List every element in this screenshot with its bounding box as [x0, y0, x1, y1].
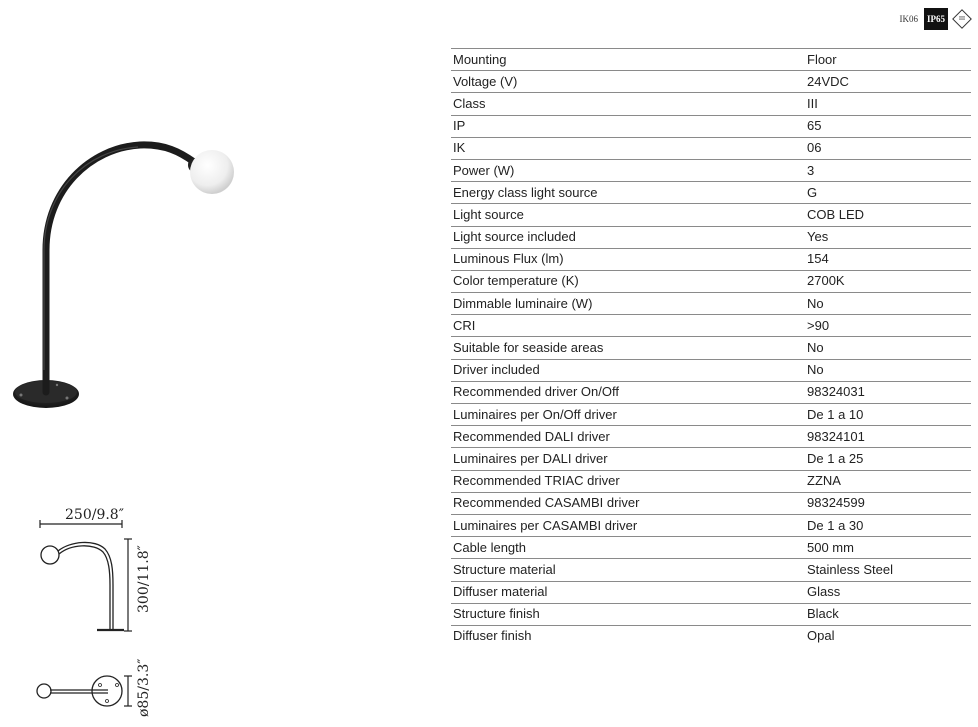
spec-value: 65 [805, 115, 971, 137]
spec-value: 2700K [805, 270, 971, 292]
spec-value: De 1 a 10 [805, 404, 971, 426]
spec-value: Stainless Steel [805, 559, 971, 581]
specifications-table [451, 48, 971, 647]
spec-row [451, 248, 971, 270]
spec-label: Luminaires per CASAMBI driver [451, 514, 805, 536]
spec-row [451, 448, 971, 470]
spec-label: Luminaires per DALI driver [451, 448, 805, 470]
spec-row [451, 226, 971, 248]
spec-label: Diffuser material [451, 581, 805, 603]
spec-value: De 1 a 30 [805, 514, 971, 536]
spec-label: CRI [451, 315, 805, 337]
spec-label: Recommended DALI driver [451, 426, 805, 448]
spec-row [451, 159, 971, 181]
spec-value: De 1 a 25 [805, 448, 971, 470]
spec-label: Luminous Flux (lm) [451, 248, 805, 270]
spec-value: 06 [805, 137, 971, 159]
spec-row [451, 603, 971, 625]
ip-rating-badge: IP65 [924, 8, 948, 30]
spec-value: Glass [805, 581, 971, 603]
spec-label: IP [451, 115, 805, 137]
spec-value: >90 [805, 315, 971, 337]
spec-label: Diffuser finish [451, 625, 805, 647]
spec-row [451, 514, 971, 536]
spec-row [451, 315, 971, 337]
spec-row [451, 581, 971, 603]
spec-value: 98324101 [805, 426, 971, 448]
spec-label: IK [451, 137, 805, 159]
spec-label: Recommended CASAMBI driver [451, 492, 805, 514]
spec-row [451, 359, 971, 381]
lamp-globe [190, 150, 234, 194]
spec-value: Black [805, 603, 971, 625]
spec-label: Driver included [451, 359, 805, 381]
spec-label: Structure material [451, 559, 805, 581]
spec-value: G [805, 182, 971, 204]
spec-row [451, 93, 971, 115]
spec-row [451, 270, 971, 292]
spec-label: Power (W) [451, 159, 805, 181]
spec-value: Floor [805, 49, 971, 71]
width-dimension: 250/9.8″ [65, 507, 124, 523]
spec-row [451, 426, 971, 448]
spec-value: COB LED [805, 204, 971, 226]
class-iii-label: III [959, 16, 965, 22]
spec-label: Voltage (V) [451, 71, 805, 93]
spec-row [451, 137, 971, 159]
certification-badges [900, 8, 971, 30]
spec-row [451, 404, 971, 426]
spec-label: Suitable for seaside areas [451, 337, 805, 359]
spec-row [451, 381, 971, 403]
spec-value: III [805, 93, 971, 115]
spec-row [451, 49, 971, 71]
spec-value: Yes [805, 226, 971, 248]
spec-label: Recommended driver On/Off [451, 381, 805, 403]
spec-row [451, 115, 971, 137]
spec-value: 98324599 [805, 492, 971, 514]
height-dimension: 300/11.8″ [136, 545, 152, 613]
spec-label: Dimmable luminaire (W) [451, 293, 805, 315]
base-diameter-dimension: ø85/3.3″ [136, 658, 152, 717]
class-iii-icon [954, 11, 970, 27]
spec-value: ZZNA [805, 470, 971, 492]
spec-label: Class [451, 93, 805, 115]
spec-label: Recommended TRIAC driver [451, 470, 805, 492]
spec-value: 3 [805, 159, 971, 181]
spec-value: No [805, 293, 971, 315]
spec-value: No [805, 359, 971, 381]
spec-value: 154 [805, 248, 971, 270]
spec-value: 500 mm [805, 537, 971, 559]
spec-label: Color temperature (K) [451, 270, 805, 292]
dimension-drawing [0, 495, 180, 727]
spec-label: Light source [451, 204, 805, 226]
spec-label: Cable length [451, 537, 805, 559]
spec-label: Energy class light source [451, 182, 805, 204]
product-photo [0, 130, 260, 425]
spec-label: Mounting [451, 49, 805, 71]
spec-label: Luminaires per On/Off driver [451, 404, 805, 426]
spec-row [451, 625, 971, 647]
spec-row [451, 182, 971, 204]
spec-label: Structure finish [451, 603, 805, 625]
spec-value: Opal [805, 625, 971, 647]
spec-row [451, 71, 971, 93]
spec-row [451, 537, 971, 559]
spec-value: 24VDC [805, 71, 971, 93]
ik-rating-badge: IK06 [899, 14, 918, 24]
spec-row [451, 559, 971, 581]
spec-value: No [805, 337, 971, 359]
spec-row [451, 337, 971, 359]
spec-row [451, 293, 971, 315]
spec-row [451, 492, 971, 514]
spec-row [451, 204, 971, 226]
spec-row [451, 470, 971, 492]
spec-label: Light source included [451, 226, 805, 248]
spec-value: 98324031 [805, 381, 971, 403]
